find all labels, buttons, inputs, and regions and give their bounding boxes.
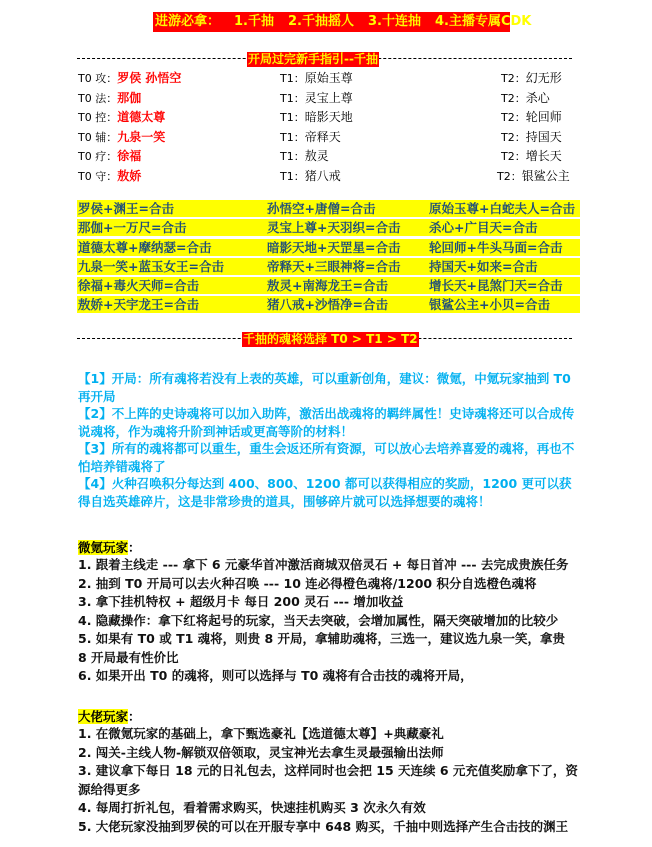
tip-item: 【1】开局：所有魂将若没有上表的英雄，可以重新创角，建议：微氪，中氪玩家抽到 T0 再开局 [78,371,571,404]
header-item-4: 4.主播专属CDK [434,14,532,29]
list-item: 1. 跟着主线走 --- 拿下 6 元豪华首冲激活商城双倍灵石 + 每日首冲 --- 去完成贵族任务 [78,557,569,572]
t2-label: T2： [497,169,522,183]
tip-item: 【2】不上阵的史诗魂将可以加入助阵，激活出战魂将的羁绊属性！史诗魂将还可以合成传说魂将，作为魂将升阶到神话或更高等阶的材料！ [78,406,575,439]
combo-cell: 灵宝上尊+天羽织=合击 [267,220,401,236]
t1-label: T1： [280,72,305,85]
list-item: 3. 拿下挂机特权 + 超级月卡 每日 200 灵石 --- 增加收益 [78,594,404,609]
t1-name: 敖灵 [304,149,329,164]
t0-name: 罗侯 孙悟空 [117,71,182,85]
t0-label: T0 疗： [78,150,118,164]
combo-cell: 暗影天地+天罡星=合击 [267,239,401,255]
combo-cell: 杀心+广目天=合击 [429,220,538,236]
t2-name: 轮回师 [525,110,562,125]
combo-cell: 猪八戒+沙悟净=合击 [267,297,388,313]
list-item: 2. 闯关-主线人物-解锁双倍领取，灵宝神光去拿生灵最强输出法师 [78,744,444,760]
t2-label: T2： [501,72,526,85]
t2-name: 杀心 [525,90,550,105]
list-item: 6. 如果开出 T0 的魂将，则可以选择与 T0 魂将有合击技的魂将开局， [78,668,473,683]
tier-row [78,69,588,89]
t2-label: T2： [501,91,526,105]
t1-label: T1： [280,150,305,164]
combo-row [77,296,580,313]
t0-name: 道德太尊 [117,110,166,125]
t0-name: 九泉一笑 [117,129,166,144]
combo-cell: 那伽+一万尺=合击 [78,220,187,236]
t1-name: 灵宝上尊 [304,90,353,105]
combo-cell: 敖灵+南海龙王=合击 [267,278,388,294]
light-players-list [78,556,578,686]
light-players-heading [78,538,141,556]
header-item-1: 1.千抽 [234,14,274,29]
tip-item: 【4】火种召唤积分每达到 400、800、1200 都可以获得相应的奖励，1200 更可以获得自选英雄碎片，这是非常珍贵的道具，围够碎片就可以选择想要的魂将！ [78,476,572,509]
section-title-1: 开局过完新手指引--千抽 [248,52,378,66]
t2-name: 持国天 [525,129,562,144]
combo-cell: 罗侯+渊王=合击 [78,201,174,216]
t1-name: 帝释天 [304,129,341,144]
combo-cell: 道德太尊+摩纳瑟=合击 [78,239,212,255]
tip-item: 【3】所有的魂将都可以重生，重生会返还所有资源，可以放心去培养喜爱的魂将，再也不怕培养错魂将了 [78,441,575,474]
section-divider-1 [77,52,572,66]
t0-label: T0 法： [78,91,118,105]
combo-cell: 九泉一笑+蓝玉女王=合击 [78,258,224,274]
header-banner [153,12,532,32]
combo-table [77,200,580,316]
header-item-2: 2.千抽摇人 [288,14,354,29]
combo-cell: 敖娇+天宇龙王=合击 [78,297,199,313]
t1-name: 猪八戒 [304,168,341,183]
whale-players-list [78,725,578,836]
combo-cell: 帝释天+三眼神将=合击 [267,258,401,274]
combo-cell: 徐福+毒火天师=合击 [78,278,199,294]
section-title-2: 千抽的魂将选择 T0 > T1 > T2 [243,332,418,346]
list-item: 2. 抽到 T0 开局可以去火种召唤 --- 10 连必得橙色魂将/1200 积分自选橙色魂将 [78,575,537,591]
combo-cell: 原始玉尊+白蛇夫人=合击 [429,201,575,216]
list-item: 3. 建议拿下每日 18 元的日礼包去，这样同时也会把 15 天连续 6 元充值奖励拿下了，资源给得更多 [78,763,578,797]
t1-name: 暗影天地 [304,110,353,125]
t1-name: 原始玉尊 [304,71,353,85]
t2-label: T2： [501,150,526,164]
list-item: 5. 大佬玩家没抽到罗侯的可以在开服专享中 648 购买，千抽中则选择产生合击技的渊王 [78,818,569,834]
t0-name: 那伽 [117,90,142,105]
combo-cell: 轮回师+牛头马面=合击 [429,239,563,255]
whale-players-heading [78,707,141,725]
tips-block [78,370,578,510]
tier-row [78,128,588,148]
heading-colon: ： [128,709,141,724]
combo-row [77,239,580,256]
section-divider-2 [77,332,572,346]
t1-label: T1： [280,169,305,183]
header-item-3: 3.十连抽 [367,14,421,29]
t2-label: T2： [501,130,526,144]
list-item: 4. 每周打折礼包，看着需求购买，快速挂机购买 3 次永久有效 [78,800,426,815]
tier-row [78,147,588,167]
t1-label: T1： [280,130,305,144]
combo-row [77,277,580,294]
tier-row [78,108,588,128]
t2-label: T2： [501,111,526,125]
header-label: 进游必拿： [155,14,221,29]
t2-name: 增长天 [525,149,562,164]
whale-players-title: 大佬玩家 [78,709,129,724]
combo-cell: 银鲨公主+小贝=合击 [429,297,550,313]
t1-label: T1： [280,91,305,105]
t2-name: 幻无形 [525,71,562,85]
t2-name: 银鲨公主 [521,168,570,183]
t1-label: T1： [280,111,305,125]
heading-colon: ： [128,540,141,555]
combo-cell: 孙悟空+唐僧=合击 [267,201,376,216]
tier-row [78,167,588,187]
tier-row [78,89,588,109]
list-item: 1. 在微氪玩家的基础上，拿下甄选豪礼【选道德太尊】+典藏豪礼 [78,726,444,741]
list-item: 4. 隐藏操作：拿下红将起号的玩家，当天去突破，会增加属性，隔天突破增加的比较少 [78,612,559,628]
combo-row [77,200,580,217]
list-item: 5. 如果有 T0 或 T1 魂将，则贵 8 开局，拿辅助魂将，三选一，建议选九泉一笑，拿贵 8 开局最有性价比 [78,631,566,665]
tier-table [78,69,588,187]
t0-label: T0 辅： [78,130,118,144]
t0-label: T0 攻： [78,72,118,85]
combo-cell: 增长天+昆煞门天=合击 [429,278,563,294]
combo-row [77,219,580,236]
t0-name: 敖娇 [117,168,142,183]
combo-row [77,258,580,275]
t0-name: 徐福 [117,149,142,164]
t0-label: T0 守： [78,169,118,183]
t0-label: T0 控： [78,111,118,125]
light-players-title: 微氪玩家 [78,540,129,555]
combo-cell: 持国天+如来=合击 [429,258,538,274]
